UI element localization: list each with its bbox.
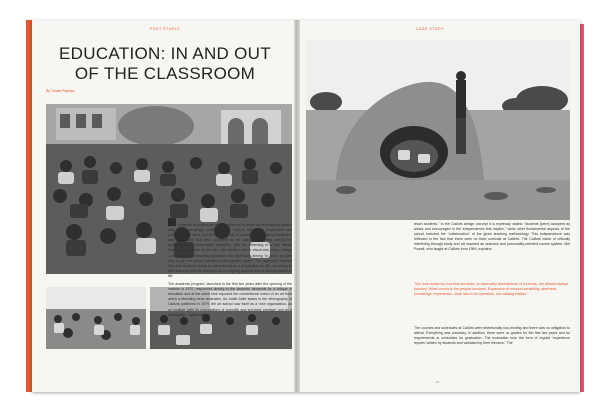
left-caption-filler [48,356,166,384]
title-line-1: EDUCATION: IN AND OUT [59,44,271,63]
left-col-1-text: a climate of political and social upheaval, in which the educational system was also increasingly under criticism, CalArts took on a progressive and content-related form. Cut off from the rest of society, an educational institution was established that was conceived as an independent entity, seeing the university as an independent institution. With the stretching of a 'free' faculty that brought together all the arts—film, theatre, dance, visual arts, music, design—a learning and teaching approach was developed aiming "in some peculiar way to get the whole cracked world together again." This approach resulted from the students' desire to see learning as a preparation for life. According to this, learning must be designed as an ongoing process that is directly related to life. [168,223,292,278]
page-gutter [294,20,300,392]
title-line-2: OF THE CLASSROOM [74,64,256,83]
left-section-label: POST STUDIO [149,27,181,31]
right-col-1-text: teach students." In the CalArts design concept it is expressly stated: "students [were] accepted as artists and encouraged in the independence this implies," while other fundamental aspects of the school included the "collaboration" of the given teaching methodology. This independence was reflected in the fact that there were no fixed curricula at CalArts. The CalArts vision of critically interfering through study and art required an anarchic and personality-oriented course system. Mel Powell, who taught at CalArts from 1969, explains: [414,222,570,252]
dome-photo-illustration [306,40,570,220]
byline: By Tomas Raphan [46,89,75,93]
small-photo-1-illustration [46,287,146,349]
right-col-2-text: The courses and schedules at CalArts were intentionally non-binding and there was no obligation to attend. Everything was voluntary. In addition, there were no grades for the first two years and no requirements or schedules for graduation. The evaluation took the form of regular 'experience reports' written by students and validated by their mentors." The [414,326,570,346]
right-section-label: CASE STUDY [415,27,445,31]
left-page-body-text [168,218,292,386]
page-number: 11 [436,380,440,384]
left-col-2-text: The academic program, launched in the first two years after the opening of the institute in 1970, responded directly to the students' demands for a critique of education and at the same time exposed the conventional notion of an art from which a liberating force emanates. As Judith Adler states in her ethnography of CalArts published in 1979, the art school saw itself as a 'new organization, as an institute (with its connotations of scientific and scholarly prestige) and as a community ... where artists [168,282,292,317]
dome-structure-photo [306,40,570,220]
pull-quote: "We must know by now that curricula, or especially descriptions of curricula, are almost always baloney. What counts is the people involved. Expansion of musical sensibility, alertness, knowledge, experience—that has to be operative, not catalog blather." [414,282,569,297]
drop-cap-block [168,218,176,226]
small-photo-students-lawn [46,287,146,349]
article-title [40,44,290,84]
